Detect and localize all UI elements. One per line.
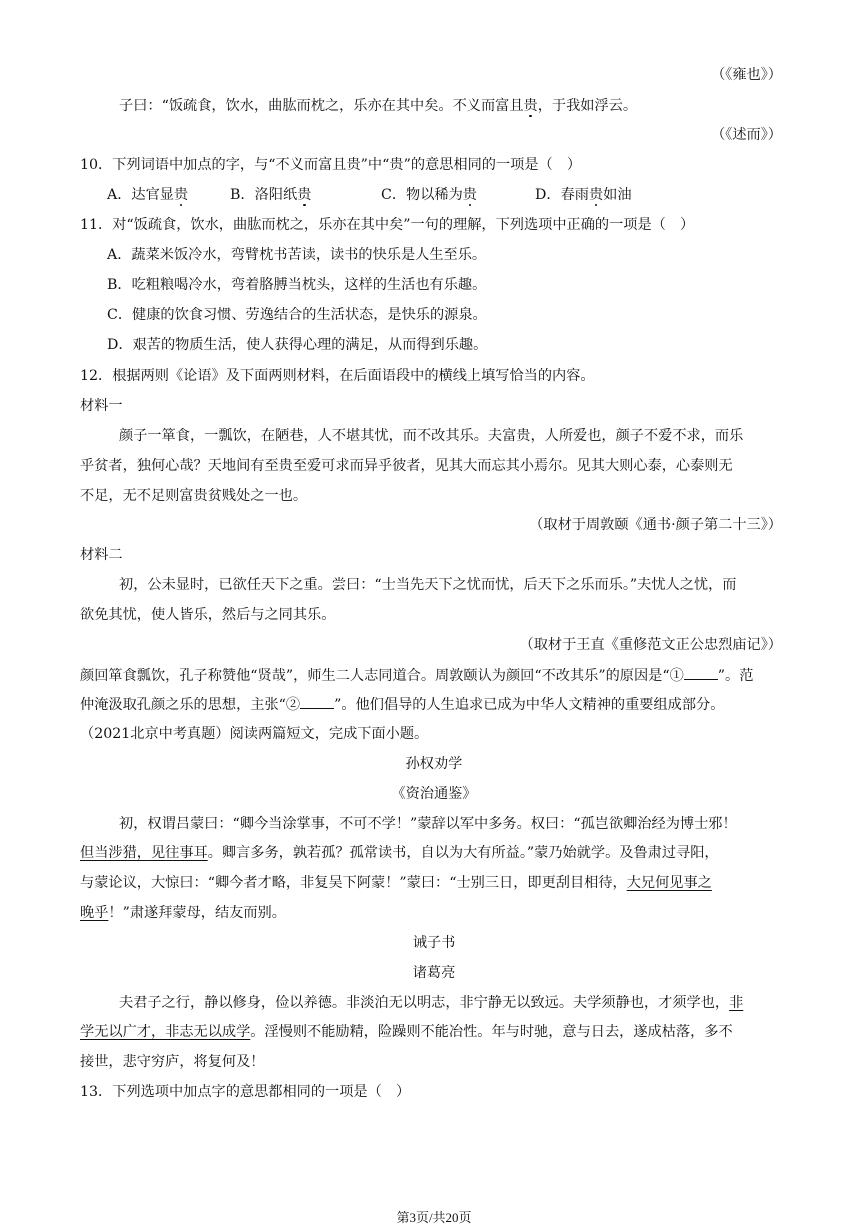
dotted-char: 贵 <box>297 187 312 203</box>
material-2-text: 初，公未显时，已欲任天下之重。尝曰：“士当先天下之忧而忧，后天下之乐而乐。”夫忧人之忧，而 <box>119 577 737 593</box>
material-2-title: 材料二 <box>80 547 123 563</box>
q11-option-c: C．健康的饮食习惯、劳逸结合的生活状态，是快乐的源泉。 <box>107 307 487 323</box>
underlined-sentence: 大兄何见事之 <box>626 875 712 891</box>
material-1-text: 不足，无不足则富贵贫贱处之一也。 <box>80 488 308 504</box>
q12-paragraph: 颜回箪食瓢饮，孔子称赞他“贤哉”，师生二人志同道合。周敦颐认为颜回“不改其乐”的原因是“① ”。范 <box>80 665 753 686</box>
dotted-char: 贵 <box>174 187 189 203</box>
passage-1-text: 与蒙论议，大惊曰：“卿今者才略，非复吴下阿蒙！”蒙曰：“士别三日，即更刮目相待，大兄何见事之 <box>80 875 712 891</box>
q12-paragraph: 仲淹汲取孔颜之乐的思想，主张“② ”。他们倡导的人生追求已成为中华人文精神的重要组成部分。 <box>80 694 724 715</box>
source-shuer: （《述而》） <box>711 127 782 143</box>
q11-option-a: A．蔬菜米饭冷水，弯臂枕书苦读，读书的快乐是人生至乐。 <box>107 247 487 263</box>
q11-option-d: D．艰苦的物质生活，使人获得心理的满足，从而得到乐趣。 <box>107 337 488 353</box>
q10-stem: 10．下列词语中加点的字，与“不义而富且贵”中“贵”的意思相同的一项是（ ） <box>80 157 582 173</box>
passage-2-author: 诸葛亮 <box>412 965 456 981</box>
passage-2-text: 夫君子之行，静以修身，俭以养德。非淡泊无以明志，非宁静无以致远。夫学须静也，才须学也，非 <box>119 995 744 1011</box>
source-yongye: （《雍也》） <box>711 67 782 83</box>
answer-blank-1[interactable] <box>684 665 718 680</box>
quote-shuer: 子曰：“饭疏食，饮水，曲肱而枕之，乐亦在其中矣。不义而富且贵，于我如浮云。 <box>119 98 638 114</box>
dotted-char: 贵 <box>523 98 538 114</box>
material-1-title: 材料一 <box>80 398 123 414</box>
material-1-text: 乎贫者，独何心哉？天地间有至贵至爱可求而异乎彼者，见其大而忘其小焉尔。见其大则心泰，心泰则无 <box>80 458 733 474</box>
passage-1-text: 但当涉猎，见往事耳。卿言多务，孰若孤？孤常读书，自以为大有所益。”蒙乃始就学。及鲁肃过寻阳， <box>80 845 719 861</box>
q10-option-a: A．达官显贵 <box>107 187 189 203</box>
q12-stem: 12．根据两则《论语》及下面两则材料，在后面语段中的横线上填写恰当的内容。 <box>80 368 595 384</box>
q13-stem: 13．下列选项中加点字的意思都相同的一项是（ ） <box>80 1084 411 1100</box>
underlined-sentence: 非 <box>729 995 744 1011</box>
passage-1-text: 初，权谓吕蒙曰：“卿今当涂掌事，不可不学！”蒙辞以军中多务。权曰：“孤岂欲卿治经为博士邪！ <box>119 816 737 832</box>
underlined-sentence: 但当涉猎，见往事耳 <box>80 845 208 861</box>
passage-1-source: 《资治通鉴》 <box>391 786 477 802</box>
q10-option-b: B．洛阳纸贵 <box>230 187 312 203</box>
material-2-text: 欲免其忧，使人皆乐，然后与之同其乐。 <box>80 607 336 623</box>
material-1-text: 颜子一箪食，一瓢饮，在陋巷，人不堪其忧，而不改其乐。夫富贵，人所爱也，颜子不爱不求，而乐 <box>119 428 744 444</box>
q11-stem: 11．对“饭疏食，饮水，曲肱而枕之，乐亦在其中矣”一句的理解，下列选项中正确的一项是（ ） <box>80 217 695 233</box>
reading-intro: （2021北京中考真题）阅读两篇短文，完成下面小题。 <box>80 726 429 742</box>
dotted-char: 贵 <box>462 187 477 203</box>
dotted-char: 贵 <box>588 187 604 203</box>
underlined-sentence: 晚乎 <box>80 905 109 921</box>
material-1-source: （取材于周敦颐《通书·颜子第二十三》） <box>529 517 782 533</box>
passage-2-text: 接世，悲守穷庐，将复何及！ <box>80 1054 265 1070</box>
q11-option-b: B．吃粗粮喝冷水，弯着胳膊当枕头，这样的生活也有乐趣。 <box>107 277 487 293</box>
q10-option-c: C．物以稀为贵 <box>381 187 477 203</box>
passage-2-title: 诫子书 <box>412 935 456 951</box>
passage-1-text: 晚乎！”肃遂拜蒙母，结友而别。 <box>80 905 286 921</box>
answer-blank-2[interactable] <box>300 694 334 709</box>
underlined-sentence: 学无以广才，非志无以成学 <box>80 1024 251 1040</box>
q10-option-d: D．春雨贵如油 <box>535 187 632 203</box>
page-number: 第3页/共20页 <box>396 1210 472 1225</box>
passage-2-text: 学无以广才，非志无以成学。淫慢则不能励精，险躁则不能冶性。年与时驰，意与日去，遂成枯落，多不 <box>80 1024 733 1040</box>
passage-1-title: 孙权劝学 <box>405 756 463 772</box>
material-2-source: （取材于王直《重修范文正公忠烈庙记》） <box>519 637 782 653</box>
